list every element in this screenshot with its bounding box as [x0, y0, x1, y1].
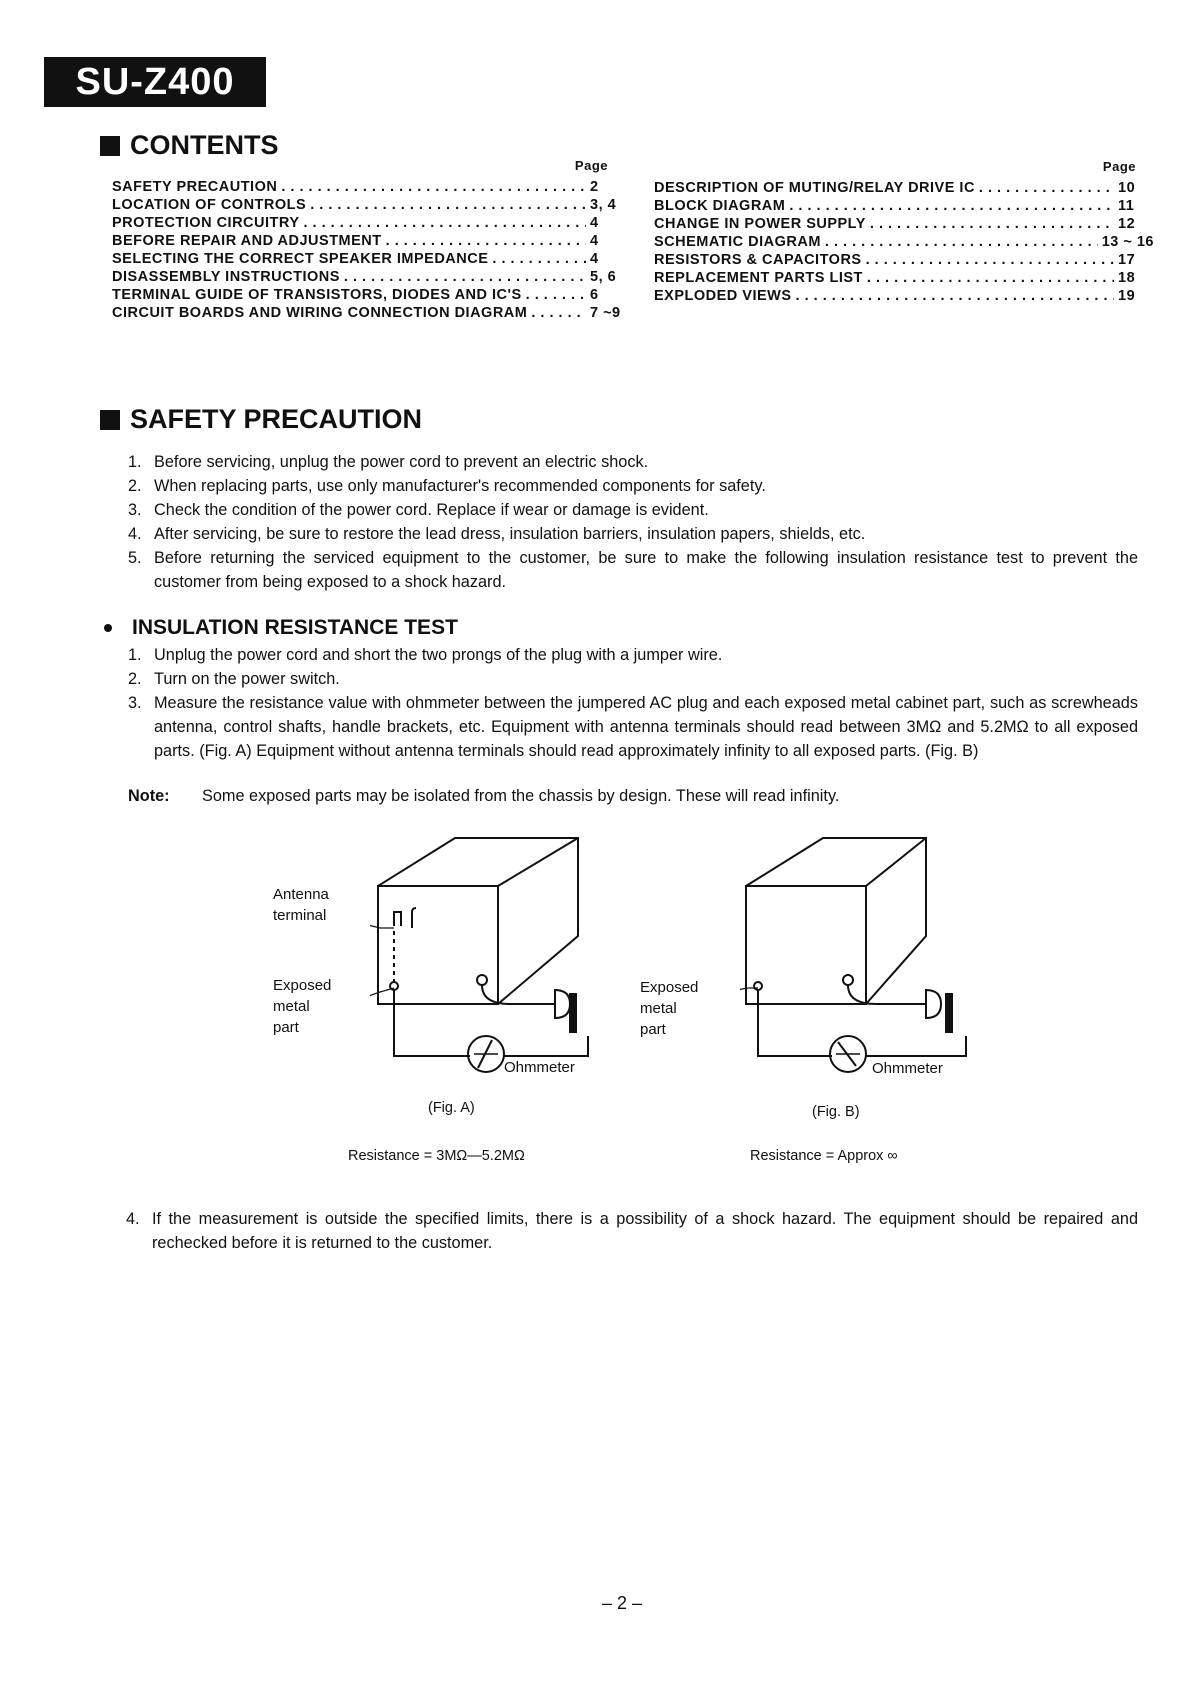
cabinet-top-side: [746, 838, 926, 1004]
toc-entry-title: RESISTORS & CAPACITORS: [654, 252, 862, 268]
chassis-screw: [477, 975, 487, 985]
toc-leader-dots: [310, 197, 586, 213]
item-number: 1.: [128, 646, 142, 664]
note-label: Note:: [128, 787, 170, 805]
figure-b-caption: (Fig. B): [812, 1104, 860, 1120]
page-label: Page: [1102, 159, 1136, 174]
toc-entry-page: 13 ~ 16: [1101, 234, 1154, 250]
safety-title: SAFETY PRECAUTION: [130, 404, 423, 434]
item-number: 3.: [128, 694, 142, 712]
model-badge: SU-Z400: [44, 57, 266, 107]
item-text: Turn on the power switch.: [154, 670, 340, 688]
safety-heading: [100, 404, 422, 435]
toc-entry: [112, 269, 626, 287]
toc-entry-title: SCHEMATIC DIAGRAM: [654, 234, 821, 250]
toc-entry-page: 12: [1118, 216, 1136, 232]
toc-entry-page: 4: [590, 251, 599, 267]
final-item: [126, 1207, 1138, 1255]
heading-square-icon: [100, 410, 120, 430]
figure-b-resistance: Resistance = Approx ∞: [750, 1148, 898, 1164]
page-label: Page: [574, 158, 608, 173]
item-number: 4.: [128, 525, 142, 543]
toc-entry: [654, 234, 1154, 252]
item-text: Unplug the power cord and short the two prongs of the plug with a jumper wire.: [154, 646, 723, 664]
toc-leader-dots: [825, 234, 1098, 250]
list-item: [128, 522, 1138, 546]
plug-cord: [848, 985, 926, 1004]
list-item: [128, 474, 1138, 498]
figure-b-exposed-label: Exposed metal part: [640, 979, 699, 1038]
item-text: Before returning the serviced equipment to the customer, be sure to make the following insulation resistance test to prevent the customer from being exposed to a shock hazard.: [154, 549, 1138, 591]
list-item: [128, 643, 1138, 667]
list-item: [128, 691, 1138, 763]
figure-b-diagram: [740, 836, 980, 1076]
toc-entry: [112, 233, 626, 251]
figure-a-resistance: Resistance = 3MΩ—5.2MΩ: [348, 1148, 525, 1164]
insulation-list: [128, 643, 1138, 763]
toc-entry-title: PROTECTION CIRCUITRY: [112, 215, 300, 231]
item-text: If the measurement is outside the specified limits, there is a possibility of a shock hazard. The equipment should be repaired and rechecked before it is returned to the customer.: [152, 1210, 1138, 1252]
toc-entry-title: LOCATION OF CONTROLS: [112, 197, 307, 213]
figure-b-ohmmeter-label: Ohmmeter: [872, 1060, 943, 1077]
ac-plug-icon: [926, 990, 941, 1018]
toc-entry-title: REPLACEMENT PARTS LIST: [654, 270, 863, 286]
toc-leader-dots: [281, 179, 586, 195]
toc-entry-title: EXPLODED VIEWS: [654, 288, 792, 304]
item-text: Check the condition of the power cord. Replace if wear or damage is evident.: [154, 501, 709, 519]
toc-entry-title: TERMINAL GUIDE OF TRANSISTORS, DIODES AND IC'S: [112, 287, 522, 303]
toc-entry: [112, 215, 626, 233]
toc-leader-dots: [867, 270, 1114, 286]
toc-entry-page: 4: [590, 215, 599, 231]
item-text: When replacing parts, use only manufacturer's recommended components for safety.: [154, 477, 766, 495]
toc-entry-page: 5, 6: [590, 269, 617, 285]
figure-a-antenna-label: Antenna terminal: [273, 886, 329, 924]
item-text: After servicing, be sure to restore the lead dress, insulation barriers, insulation papers, shields, etc.: [154, 525, 866, 543]
toc-entry-title: BLOCK DIAGRAM: [654, 198, 786, 214]
insulation-title: INSULATION RESISTANCE TEST: [132, 616, 458, 639]
item-number: 4.: [126, 1210, 140, 1228]
toc-entry-title: SELECTING THE CORRECT SPEAKER IMPEDANCE: [112, 251, 489, 267]
toc-entry: [654, 216, 1154, 234]
toc-entry-page: 19: [1118, 288, 1136, 304]
toc-leader-dots: [531, 305, 586, 321]
list-item: [128, 667, 1138, 691]
page-number: – 2 –: [602, 1593, 643, 1613]
toc-entry: [654, 180, 1154, 198]
toc-entry: [654, 288, 1154, 306]
ac-plug-icon: [555, 990, 570, 1018]
item-text: Measure the resistance value with ohmmeter between the jumpered AC plug and each exposed metal cabinet part, such as screwheads antenna, control shafts, handle brackets, etc. Equipment with antenna terminals should read between 3MΩ and 5.2MΩ to all exposed parts. (Fig. A) Equipment without antenna terminals should read approximately infinity to all exposed parts. (Fig. B): [154, 694, 1138, 760]
item-number: 2.: [128, 477, 142, 495]
toc-leader-dots: [979, 180, 1114, 196]
figure-a-exposed-label: Exposed metal part: [273, 977, 332, 1036]
list-item: [128, 450, 1138, 474]
toc-leader-dots: [304, 215, 587, 231]
item-number: 1.: [128, 453, 142, 471]
toc-entry: [112, 287, 626, 305]
toc-entry-title: SAFETY PRECAUTION: [112, 179, 278, 195]
toc-entry-title: CIRCUIT BOARDS AND WIRING CONNECTION DIAGRAM: [112, 305, 528, 321]
toc-entry-page: 7 ~9: [590, 305, 621, 321]
note-text: Some exposed parts may be isolated from the chassis by design. These will read infinity.: [202, 787, 840, 805]
figure-a-ohmmeter-label: Ohmmeter: [504, 1059, 575, 1076]
contents-heading: [100, 130, 279, 161]
toc-entry: [112, 197, 626, 215]
toc-entry-title: DESCRIPTION OF MUTING/RELAY DRIVE IC: [654, 180, 975, 196]
toc-leader-dots: [796, 288, 1114, 304]
toc-leader-dots: [870, 216, 1114, 232]
figure-a-caption: (Fig. A): [428, 1100, 475, 1116]
safety-list: [128, 450, 1138, 594]
toc-entry-page: 6: [590, 287, 599, 303]
item-number: 3.: [128, 501, 142, 519]
toc-leader-dots: [344, 269, 586, 285]
toc-entry-page: 18: [1118, 270, 1136, 286]
toc-leader-dots: [789, 198, 1114, 214]
toc-entry-title: BEFORE REPAIR AND ADJUSTMENT: [112, 233, 382, 249]
toc-entry: [112, 251, 626, 269]
toc-entry-page: 2: [590, 179, 599, 195]
toc-entry-page: 11: [1118, 198, 1135, 214]
toc-entry: [654, 252, 1154, 270]
item-number: 5.: [128, 549, 142, 567]
list-item: [128, 498, 1138, 522]
toc-leader-dots: [492, 251, 586, 267]
toc-entry-title: DISASSEMBLY INSTRUCTIONS: [112, 269, 340, 285]
antenna-terminal: [394, 912, 401, 926]
exposed-screw: [754, 982, 762, 990]
heading-square-icon: [100, 136, 120, 156]
note: [128, 787, 839, 806]
toc-entry-page: 10: [1118, 180, 1136, 196]
item-number: 2.: [128, 670, 142, 688]
toc-entry: [112, 305, 626, 323]
bullet-icon: [104, 624, 112, 632]
insulation-heading: [104, 616, 458, 640]
toc-leader-dots: [386, 233, 586, 249]
toc-entry-page: 17: [1118, 252, 1136, 268]
toc-leader-dots: [526, 287, 586, 303]
toc-leader-dots: [866, 252, 1114, 268]
toc-entry: [654, 270, 1154, 288]
contents-title: CONTENTS: [130, 130, 279, 160]
toc-entry: [654, 198, 1154, 216]
antenna-terminal-2: [412, 908, 416, 928]
chassis-screw: [843, 975, 853, 985]
figure-a-diagram: [370, 836, 620, 1076]
cabinet-front: [378, 886, 498, 1004]
toc-entry-page: 3, 4: [590, 197, 617, 213]
contents-left-column: [112, 158, 626, 323]
toc-entry-page: 4: [590, 233, 599, 249]
toc-entry: [112, 179, 626, 197]
item-text: Before servicing, unplug the power cord to prevent an electric shock.: [154, 453, 649, 471]
toc-entry-title: CHANGE IN POWER SUPPLY: [654, 216, 866, 232]
contents-right-column: [654, 159, 1154, 306]
list-item: [128, 546, 1138, 594]
